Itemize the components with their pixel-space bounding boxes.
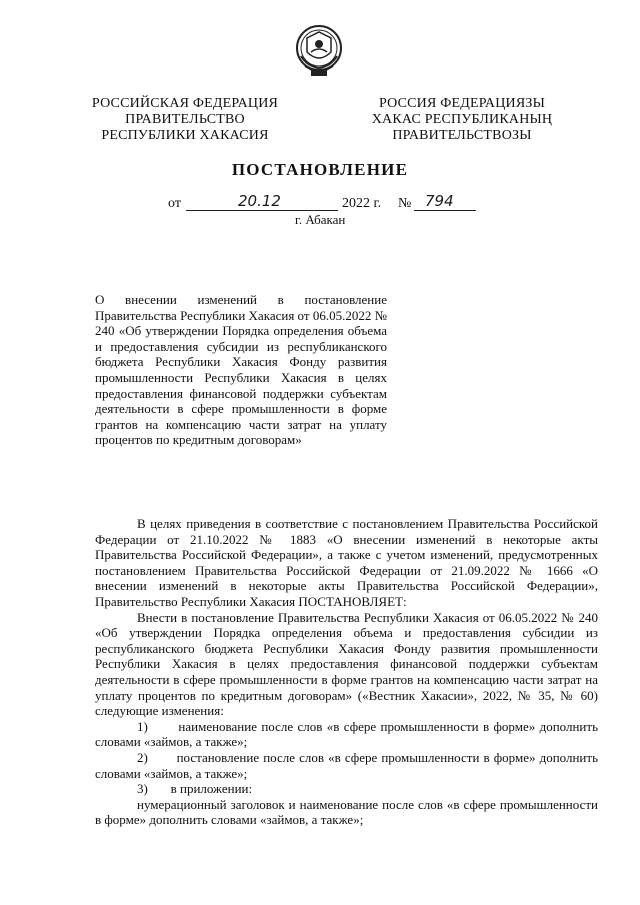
body-paragraph-1: В целях приведения в соответствие с постановлением Правительства Российской Федерации от 21.10.2022 № 1883 «О внесении изменений в некоторые акты Правительства Российской Федерации», а также с учетом изменений, предусмотренных постановлением Правительства Российской Федерации от 21.09.2022 № 1666 «О внесении изменений в некоторые акты Правительства Российской Федерации», Правительство Республики Хакасия ПОСТАНОВЛЯЕТ: bbox=[95, 516, 598, 609]
header-left-line-1: РОССИЙСКАЯ ФЕДЕРАЦИЯ bbox=[91, 96, 279, 111]
header-left-line-2: ПРАВИТЕЛЬСТВО bbox=[125, 112, 245, 127]
body-subitem: нумерационный заголовок и наименование после слов «в сфере промышленности в форме» дополнить словами «займов, а также»; bbox=[95, 796, 598, 828]
date-line bbox=[0, 192, 640, 212]
subject-block: О внесении изменений в постановление Правительства Республики Хакасия от 06.05.2022 № 240 «Об утверждении Порядка определения объема и предоставления субсидии из республиканского бюджета Республики Хакасия Фонду развития промышленности Республики Хакасия в целях предоставления финансовой поддержки субъектам деятельности в сфере промышленности в форме грантов на компенсацию части затрат на уплату процентов по кредитным договорам» bbox=[95, 292, 387, 448]
list-item-1-number: 1) bbox=[137, 718, 148, 734]
header-right-line-2: ХАКАС РЕСПУБЛИКАНЫҢ bbox=[371, 112, 553, 127]
coat-of-arms-icon bbox=[293, 22, 345, 80]
list-item-1 bbox=[95, 719, 598, 750]
handwritten-number: 794 bbox=[425, 192, 454, 210]
header-left-line-3: РЕСПУБЛИКИ ХАКАСИЯ bbox=[101, 128, 269, 143]
list-item-2-number: 2) bbox=[137, 749, 148, 765]
body-paragraph-2: Внести в постановление Правительства Республики Хакасия от 06.05.2022 № 240 «Об утверждении Порядка определения объема и предоставления субсидии из республиканского бюджета Республики Хакасия Фонду развития промышленности Республики Хакасия в целях предоставления финансовой поддержки субъектам деятельности в сфере промышленности в форме грантов на компенсацию части затрат на уплату процентов по кредитным договорам» («Вестник Хакасии», 2022, № 35, № 60) следующие изменения: bbox=[95, 609, 598, 719]
document-title: ПОСТАНОВЛЕНИЕ bbox=[231, 160, 409, 179]
handwritten-date: 20.12 bbox=[238, 192, 281, 210]
list-item-3-text: в приложении: bbox=[170, 781, 253, 797]
list-item-2 bbox=[95, 750, 598, 781]
list-item-2-text: постановление после слов «в сфере промышленности в форме» дополнить словами «займов, а также»; bbox=[95, 749, 598, 781]
city: г. Абакан bbox=[295, 212, 346, 227]
header-right-line-3: ПРАВИТЕЛЬСТВОЗЫ bbox=[392, 128, 532, 143]
document-body bbox=[95, 516, 598, 828]
list-item-3-number: 3) bbox=[137, 781, 148, 797]
date-year: 2022 г. bbox=[342, 196, 382, 211]
date-prefix: от bbox=[168, 196, 181, 211]
header-right bbox=[362, 96, 562, 144]
number-sign: № bbox=[398, 196, 412, 211]
header-left bbox=[85, 96, 285, 144]
list-item-3 bbox=[95, 781, 598, 797]
header-right-line-1: РОССИЯ ФЕДЕРАЦИЯЗЫ bbox=[378, 96, 546, 111]
list-item-1-text: наименование после слов «в сфере промышленности в форме» дополнить словами «займов, а также»; bbox=[95, 718, 599, 750]
